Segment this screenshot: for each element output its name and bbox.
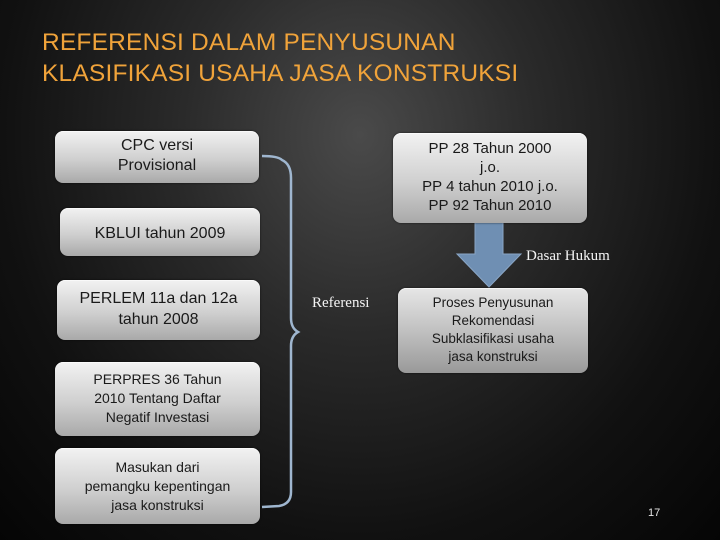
box-perpres (55, 362, 260, 436)
box-perlem (57, 280, 260, 340)
slide-title-line2: KLASIFIKASI USAHA JASA KONSTRUKSI (42, 60, 519, 87)
reference-brace (262, 156, 298, 507)
box-masukan (55, 448, 260, 524)
box-cpc-line2: Provisional (117, 157, 197, 174)
box-kbli-2009 (60, 208, 260, 256)
box-proses-penyusunan (398, 288, 588, 373)
box-cpc-line1: CPC versi (120, 137, 193, 154)
label-dasar-hukum: Dasar Hukum (526, 248, 610, 264)
box-perpres-line2: 2010 Tentang Daftar (94, 390, 221, 406)
box-masukan-line3: jasa konstruksi (111, 497, 204, 513)
box-pp-dasar-hukum (393, 133, 587, 223)
box-kbli-line1: KBLUI tahun 2009 (94, 225, 226, 242)
box-perlem-line1: PERLEM 11a dan 12a (79, 290, 238, 307)
box-pp-line3: PP 4 tahun 2010 j.o. (422, 178, 558, 195)
box-cpc-provisional (55, 131, 259, 183)
box-proses-line3: Subklasifikasi usaha (431, 331, 555, 346)
page-number: 17 (648, 507, 661, 519)
box-proses-line2: Rekomendasi (451, 313, 535, 328)
box-masukan-line1: Masukan dari (115, 459, 200, 475)
box-masukan-line2: pemangku kepentingan (84, 478, 231, 494)
box-pp-line2: j.o. (479, 159, 500, 176)
box-pp-line1: PP 28 Tahun 2000 (428, 140, 552, 157)
slide-title-line1: REFERENSI DALAM PENYUSUNAN (42, 29, 456, 56)
dasar-hukum-arrow (457, 222, 521, 287)
box-pp-line4: PP 92 Tahun 2010 (428, 197, 552, 214)
box-perpres-line1: PERPRES 36 Tahun (93, 371, 222, 387)
box-perlem-line2: tahun 2008 (118, 311, 199, 328)
box-perpres-line3: Negatif Investasi (105, 409, 210, 425)
label-referensi: Referensi (312, 295, 370, 311)
box-proses-line1: Proses Penyusunan (432, 295, 554, 310)
box-proses-line4: jasa konstruksi (448, 349, 538, 364)
